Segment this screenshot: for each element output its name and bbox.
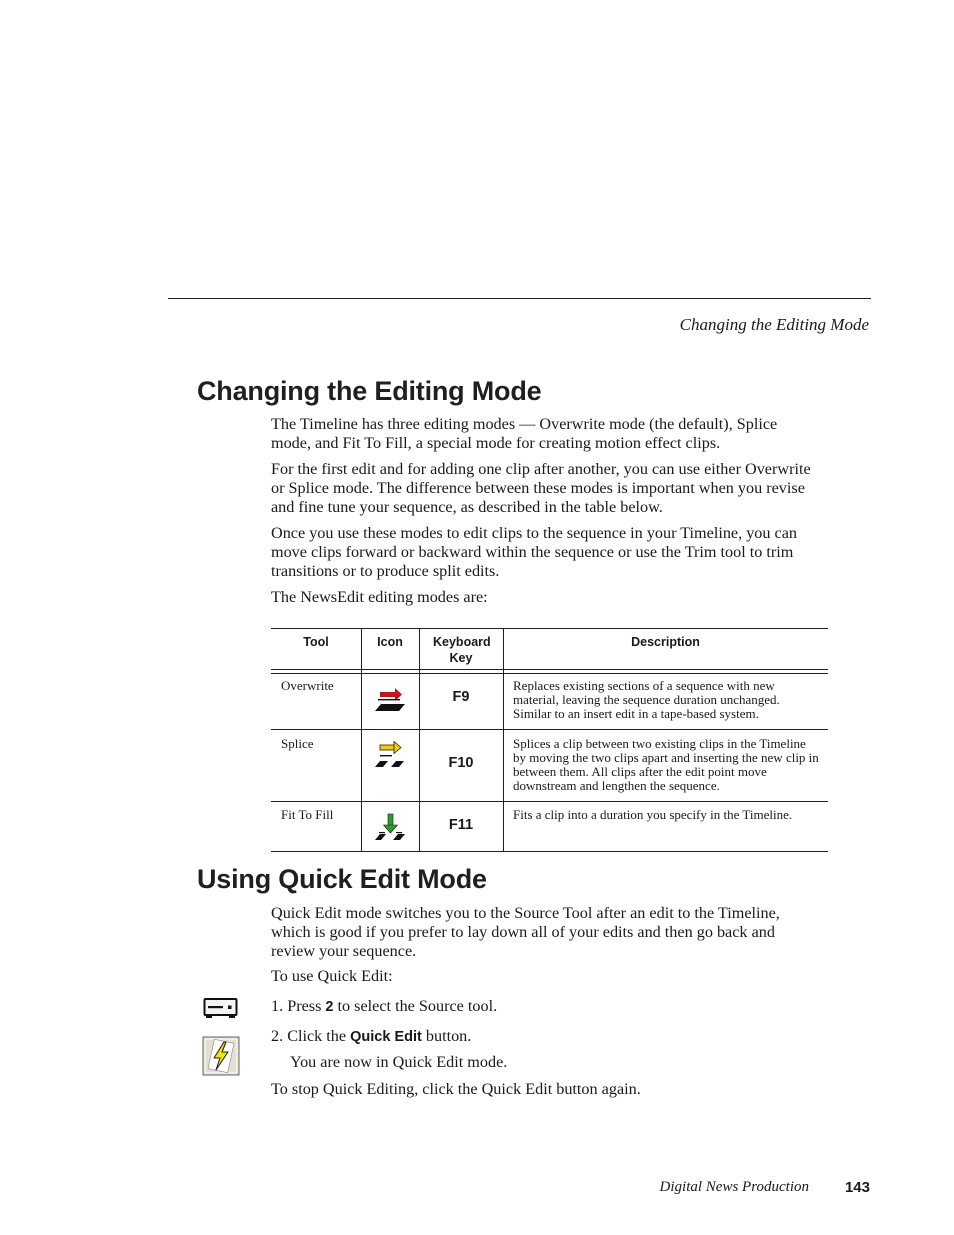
table-rule <box>361 628 362 851</box>
cell-description: Fits a clip into a duration you specify in the Timeline. <box>513 807 793 822</box>
table-rule <box>271 673 828 674</box>
cell-key: F11 <box>448 817 474 833</box>
step-2 <box>271 1027 816 1047</box>
header-description: Description <box>631 635 700 649</box>
step-2-button-name: Quick Edit <box>350 1029 422 1045</box>
cell-key: F10 <box>448 755 474 771</box>
paragraph-stop-quick-edit: To stop Quick Editing, click the Quick Edit button again. <box>271 1080 641 1098</box>
table-rule <box>271 669 828 670</box>
header-tool: Tool <box>303 635 329 649</box>
cell-tool: Fit To Fill <box>281 807 334 822</box>
cell-description: Splices a clip between two existing clips in the Timeline by moving the two clips apart and inserting the new clip in between them. All clips after the edit point move downstream and lengthen the sequence. <box>513 736 819 793</box>
step-2-suffix: button. <box>421 1027 472 1045</box>
step-1-prefix: 1. Press <box>271 997 326 1015</box>
step-1-key: 2 <box>325 999 334 1015</box>
footer-book-title: Digital News Production <box>659 1179 809 1195</box>
splice-icon <box>373 740 407 770</box>
paragraph-intro: The Timeline has three editing modes — Overwrite mode (the default), Splice mode, and Fit To Fill, a special mode for creating motion effect clips. <box>271 415 778 452</box>
cell-tool: Overwrite <box>281 678 334 693</box>
running-header: Changing the Editing Mode <box>679 315 869 334</box>
section-title-quick-edit-mode: Using Quick Edit Mode <box>197 864 487 894</box>
step-2-result: You are now in Quick Edit mode. <box>290 1053 508 1071</box>
paragraph-to-use: To use Quick Edit: <box>271 967 393 985</box>
page-number: 143 <box>844 1179 870 1196</box>
paragraph-trim: Once you use these modes to edit clips to the sequence in your Timeline, you can move clips forward or backward within the sequence or use the Trim tool to trim transitions or to produce split edits. <box>271 524 797 580</box>
source-tool-icon <box>203 997 239 1024</box>
paragraph-first-edit: For the first edit and for adding one clip after another, you can use either Overwrite or Splice mode. The difference between these modes is important when you revise and fine tune your sequence, as described in the table below. <box>271 460 811 516</box>
table-rule <box>271 628 828 629</box>
cell-key: F9 <box>452 689 470 705</box>
overwrite-icon <box>373 684 407 714</box>
header-rule <box>168 298 871 299</box>
cell-description: Replaces existing sections of a sequence with new material, leaving the sequence duration unchanged. Similar to an insert edit in a tape-based system. <box>513 678 780 721</box>
step-1-suffix: to select the Source tool. <box>333 997 498 1015</box>
step-1 <box>271 997 816 1017</box>
editing-modes-table <box>271 628 828 852</box>
table-rule <box>503 628 504 851</box>
table-rule <box>271 851 828 852</box>
header-keyboard-key: Keyboard Key <box>433 635 491 665</box>
quick-edit-button-icon <box>202 1036 240 1081</box>
paragraph-quick-edit-intro: Quick Edit mode switches you to the Source Tool after an edit to the Timeline, which is good if you prefer to lay down all of your edits and then go back and review your sequence. <box>271 904 780 960</box>
section-title-changing-editing-mode: Changing the Editing Mode <box>197 376 542 406</box>
header-icon: Icon <box>377 635 403 649</box>
step-2-prefix: 2. Click the <box>271 1027 351 1045</box>
fit-to-fill-icon <box>373 812 407 842</box>
cell-tool: Splice <box>281 736 314 751</box>
table-rule <box>271 801 828 802</box>
table-rule <box>271 729 828 730</box>
paragraph-modes-intro: The NewsEdit editing modes are: <box>271 588 488 606</box>
